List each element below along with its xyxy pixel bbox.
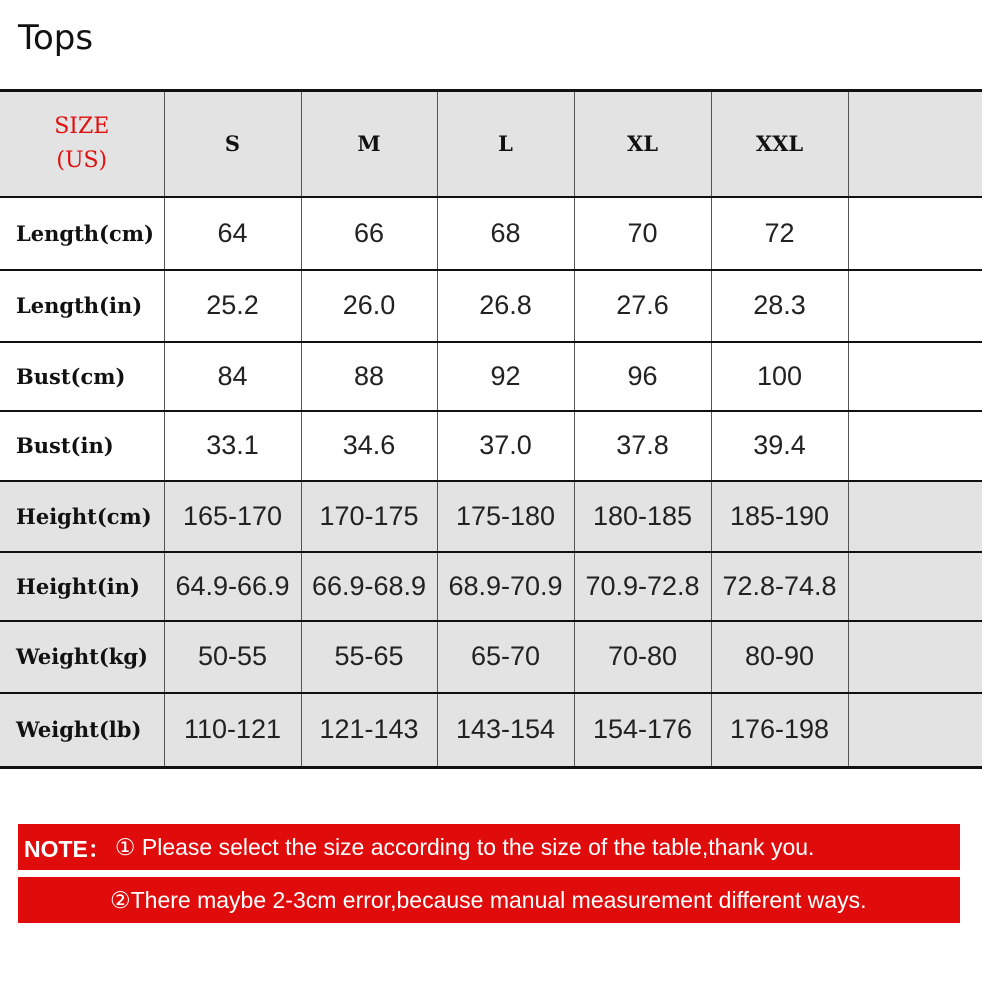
- table-row: [0, 621, 982, 693]
- table-cell: 37.0: [437, 411, 574, 481]
- empty-cell: [848, 91, 982, 197]
- table-cell: 64: [164, 197, 301, 270]
- note-banner-1: [18, 824, 960, 870]
- table-cell: 121-143: [301, 693, 437, 768]
- table-cell: 96: [574, 342, 711, 411]
- empty-cell: [848, 270, 982, 342]
- table-cell: 65-70: [437, 621, 574, 693]
- row-label: Height(in): [0, 552, 164, 621]
- table-cell: 175-180: [437, 481, 574, 552]
- table-row: [0, 693, 982, 768]
- table-cell: 66.9-68.9: [301, 552, 437, 621]
- size-header-m: M: [301, 91, 437, 197]
- row-label: Height(cm): [0, 481, 164, 552]
- table-cell: 66: [301, 197, 437, 270]
- table-cell: 70-80: [574, 621, 711, 693]
- table-cell: 70.9-72.8: [574, 552, 711, 621]
- size-header-s: S: [164, 91, 301, 197]
- size-header-line2: (US): [56, 147, 108, 173]
- table-cell: 88: [301, 342, 437, 411]
- size-chart-table: [0, 89, 982, 769]
- note-label: NOTE：: [24, 835, 111, 862]
- table-cell: 64.9-66.9: [164, 552, 301, 621]
- empty-cell: [848, 621, 982, 693]
- table-cell: 39.4: [711, 411, 848, 481]
- table-row: [0, 411, 982, 481]
- row-label: Bust(cm): [0, 342, 164, 411]
- row-label: Bust(in): [0, 411, 164, 481]
- table-cell: 100: [711, 342, 848, 411]
- table-cell: 176-198: [711, 693, 848, 768]
- row-label: Length(cm): [0, 197, 164, 270]
- table-cell: 72.8-74.8: [711, 552, 848, 621]
- table-cell: 143-154: [437, 693, 574, 768]
- row-label: Weight(kg): [0, 621, 164, 693]
- size-header-line1: SIZE: [54, 113, 110, 139]
- table-cell: 26.0: [301, 270, 437, 342]
- table-cell: 180-185: [574, 481, 711, 552]
- row-label: Length(in): [0, 270, 164, 342]
- table-cell: 84: [164, 342, 301, 411]
- table-row: [0, 197, 982, 270]
- table-cell: 34.6: [301, 411, 437, 481]
- empty-cell: [848, 197, 982, 270]
- empty-cell: [848, 481, 982, 552]
- size-header-xl: XL: [574, 91, 711, 197]
- table-cell: 72: [711, 197, 848, 270]
- page-title: Tops: [18, 18, 94, 58]
- size-us-header: [0, 91, 164, 197]
- table-cell: 68: [437, 197, 574, 270]
- empty-cell: [848, 552, 982, 621]
- table-row: [0, 342, 982, 411]
- row-label: Weight(lb): [0, 693, 164, 768]
- table-cell: 27.6: [574, 270, 711, 342]
- table-cell: 170-175: [301, 481, 437, 552]
- table-row: [0, 481, 982, 552]
- empty-cell: [848, 342, 982, 411]
- empty-cell: [848, 411, 982, 481]
- table-cell: 185-190: [711, 481, 848, 552]
- table-cell: 165-170: [164, 481, 301, 552]
- table-cell: 25.2: [164, 270, 301, 342]
- note-line-1: ① Please select the size according to the size of the table,thank you.: [114, 833, 815, 860]
- size-header-l: L: [437, 91, 574, 197]
- table-cell: 70: [574, 197, 711, 270]
- table-row: [0, 270, 982, 342]
- table-row: [0, 552, 982, 621]
- table-header-row: [0, 91, 982, 197]
- table-cell: 80-90: [711, 621, 848, 693]
- table-cell: 28.3: [711, 270, 848, 342]
- size-header-xxl: XXL: [711, 91, 848, 197]
- table-cell: 50-55: [164, 621, 301, 693]
- table-cell: 37.8: [574, 411, 711, 481]
- table-cell: 154-176: [574, 693, 711, 768]
- empty-cell: [848, 693, 982, 768]
- note-banner-2: [18, 877, 960, 923]
- table-cell: 68.9-70.9: [437, 552, 574, 621]
- note-line-2: ②There maybe 2-3cm error,because manual measurement different ways.: [110, 886, 867, 913]
- table-cell: 33.1: [164, 411, 301, 481]
- table-cell: 55-65: [301, 621, 437, 693]
- table-cell: 110-121: [164, 693, 301, 768]
- table-cell: 92: [437, 342, 574, 411]
- table-cell: 26.8: [437, 270, 574, 342]
